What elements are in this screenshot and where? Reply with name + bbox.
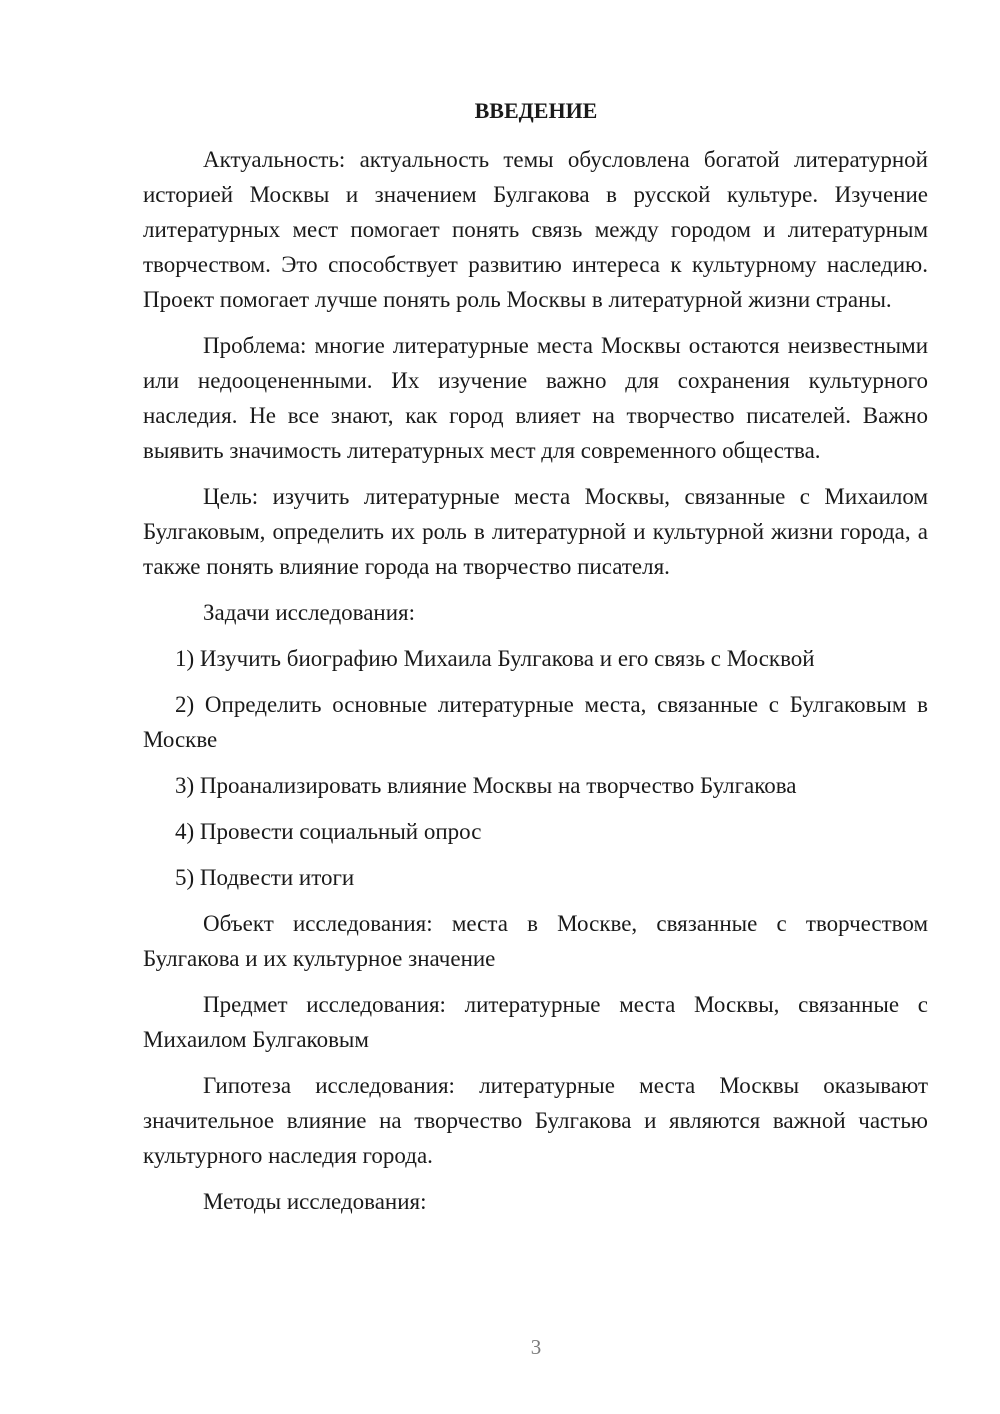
paragraph-methods-heading: Методы исследования: [203, 1189, 427, 1214]
paragraph-goal: Цель: изучить литературные места Москвы, связанные с Михаилом Булгаковым, определить их роль в литературной и культурной жизни города, а также понять влияние города на творчество писателя. [143, 484, 928, 579]
list-item: 4) Провести социальный опрос [175, 819, 482, 844]
paragraph-tasks-heading: Задачи исследования: [203, 600, 416, 625]
paragraph-problem: Проблема: многие литературные места Москвы остаются неизвестными или недооцененными. Их изучение важно для сохранения культурного наследия. Не все знают, как город влияет на творчество писателей. Важно выявить значимость литературных мест для современного общества. [143, 333, 928, 463]
list-item: 2) Определить основные литературные места, связанные с Булгаковым в Москве [143, 692, 928, 752]
paragraph-relevance: Актуальность: актуальность темы обусловлена богатой литературной историей Москвы и значением Булгакова в русской культуре. Изучение литературных мест помогает понять связь между городом и литературным творчеством. Это способствует развитию интереса к культурному наследию. Проект помогает лучше понять роль Москвы в литературной жизни страны. [143, 147, 928, 312]
document-body [143, 142, 928, 1230]
paragraph-object: Объект исследования: места в Москве, связанные с творчеством Булгакова и их культурное значение [143, 911, 928, 971]
list-item: 5) Подвести итоги [175, 865, 355, 890]
list-item: 3) Проанализировать влияние Москвы на творчество Булгакова [175, 773, 797, 798]
page-number: 3 [530, 1335, 542, 1359]
list-item: 1) Изучить биографию Михаила Булгакова и его связь с Москвой [175, 646, 815, 671]
paragraph-subject: Предмет исследования: литературные места Москвы, связанные с Михаилом Булгаковым [143, 992, 928, 1052]
paragraph-hypothesis: Гипотеза исследования: литературные места Москвы оказывают значительное влияние на творчество Булгакова и являются важной частью культурного наследия города. [143, 1073, 928, 1168]
page-title: ВВЕДЕНИЕ [474, 98, 598, 123]
